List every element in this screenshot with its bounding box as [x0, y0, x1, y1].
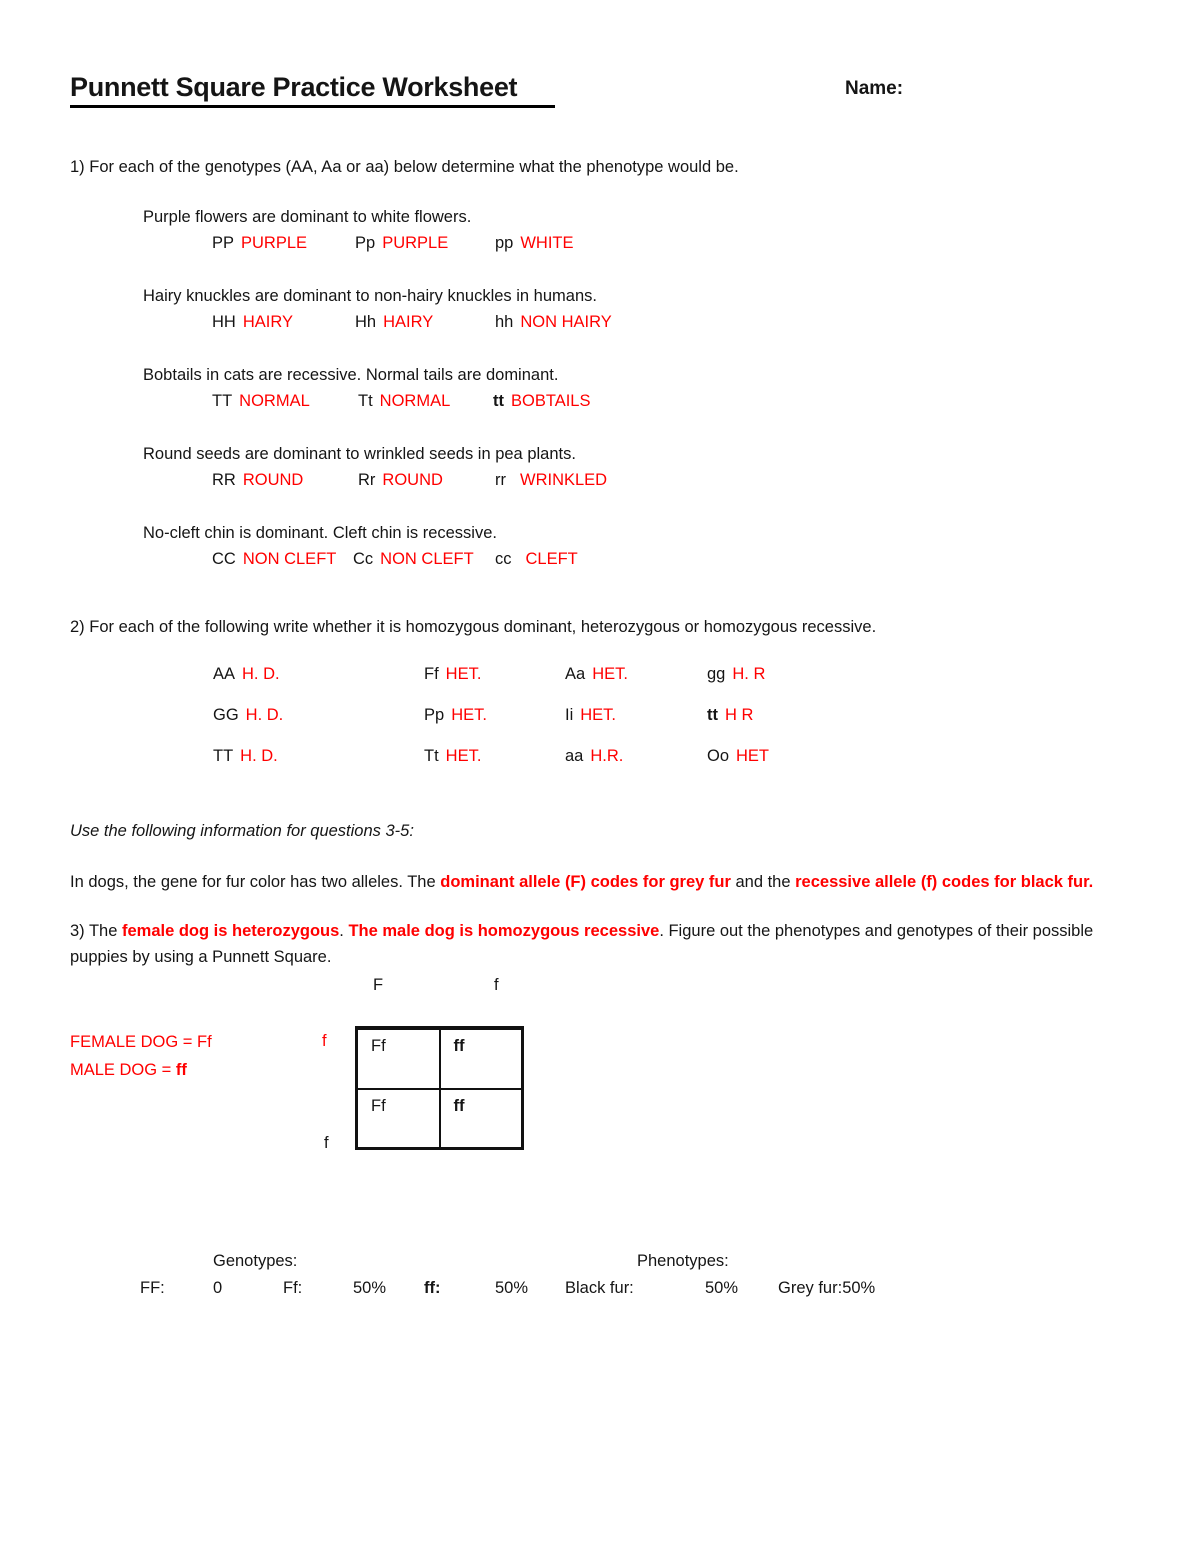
phenotype-answer: PURPLE: [241, 234, 308, 252]
q1-item-desc: No-cleft chin is dominant. Cleft chin is recessive.: [143, 524, 497, 542]
genotype: tt: [707, 706, 718, 724]
genotype: Aa: [565, 665, 586, 683]
Ff-value: 50%: [353, 1279, 387, 1297]
q3-text: 3) The: [70, 922, 122, 940]
dominant-allele-text: dominant allele (F) codes for grey fur: [440, 873, 731, 891]
zygosity-answer: H. D.: [240, 747, 278, 765]
q2-cell: [565, 747, 623, 766]
genotype: TT: [213, 747, 234, 765]
name-label: Name:: [845, 78, 904, 99]
Ff-label: Ff:: [283, 1279, 303, 1297]
phenotypes-header: Phenotypes:: [637, 1252, 729, 1270]
zygosity-answer: H.R.: [590, 747, 624, 765]
punnett-col-header-f: f: [494, 976, 499, 994]
genotype-answer: [355, 234, 448, 253]
genotype: RR: [212, 471, 236, 489]
genotype: rr: [495, 471, 506, 489]
genotype: Tt: [358, 392, 373, 410]
q2-grid: [70, 653, 1130, 776]
male-dog-text: The male dog is homozygous recessive: [348, 922, 660, 940]
q1-answer-row: [70, 392, 1130, 414]
genotype: CC: [212, 550, 236, 568]
q1-answer-row: [70, 550, 1130, 572]
genotype-answer: [495, 471, 607, 490]
genotype: aa: [565, 747, 584, 765]
q2-cell: [707, 747, 769, 766]
q1-item-hairy-knuckles: [70, 287, 1130, 335]
phenotype-answer: ROUND: [382, 471, 443, 489]
male-dog-genotype: ff: [175, 1061, 187, 1079]
q3-text: . Figure out the phenotypes and genotypes of their possible puppies by using a Punnett Square.: [70, 922, 1094, 966]
q2-cell: [213, 706, 283, 725]
genotype: pp: [495, 234, 514, 252]
recessive-allele-text: recessive allele (f) codes for black fur.: [795, 873, 1094, 891]
phenotype-answer: NON CLEFT: [380, 550, 474, 568]
ff-label: ff:: [424, 1279, 441, 1297]
genotype: HH: [212, 313, 236, 331]
zygosity-answer: HET.: [580, 706, 617, 724]
q2-cell: [707, 706, 753, 725]
phenotype-answer: CLEFT: [525, 550, 578, 568]
phenotype-answer: HAIRY: [242, 313, 293, 331]
genotype-answer: [495, 313, 612, 332]
genotype: Pp: [355, 234, 376, 252]
genotype-answer: [212, 234, 307, 253]
genotype: TT: [212, 392, 233, 410]
q1-item-desc: Hairy knuckles are dominant to non-hairy knuckles in humans.: [143, 287, 597, 305]
grey-fur-value: 50%: [842, 1279, 876, 1297]
genotype-answer: [212, 471, 303, 490]
phenotype-answer: HAIRY: [383, 313, 434, 331]
q2-cell: [213, 665, 280, 684]
FF-label: FF:: [140, 1279, 165, 1297]
info-paragraph: [70, 869, 1130, 895]
q2-cell: [424, 665, 481, 684]
q1-item-desc: Purple flowers are dominant to white flowers.: [143, 208, 472, 226]
phenotype-answer: WRINKLED: [520, 471, 608, 489]
genotype: GG: [213, 706, 239, 724]
genotype: Ii: [565, 706, 574, 724]
ff-value: 50%: [495, 1279, 529, 1297]
q2-cell: [707, 665, 765, 684]
grey-fur-label: Grey fur:: [778, 1279, 843, 1297]
zygosity-answer: H. D.: [242, 665, 280, 683]
genotype: cc: [495, 550, 512, 568]
punnett-row-label-bottom: f: [324, 1134, 329, 1152]
q3-text: .: [339, 922, 349, 940]
genotype-answer: [495, 550, 578, 569]
genotype: Pp: [424, 706, 445, 724]
q2-cell: [424, 706, 487, 725]
black-fur-label: Black fur:: [565, 1279, 634, 1297]
genotype: PP: [212, 234, 235, 252]
genotype: Oo: [707, 747, 730, 765]
genotype: Tt: [424, 747, 439, 765]
q1-item-purple-flowers: [70, 208, 1130, 256]
phenotype-answer: NORMAL: [239, 392, 310, 410]
genotype: hh: [495, 313, 514, 331]
q2-prompt: 2) For each of the following write whether it is homozygous dominant, heterozygous or homozygous recessive.: [70, 618, 877, 636]
info-text: and the: [730, 873, 796, 891]
punnett-col-header-F: F: [373, 976, 384, 994]
genotype-answer: [358, 392, 450, 411]
phenotype-answer: NON HAIRY: [520, 313, 612, 331]
q1-answer-row: [70, 471, 1130, 493]
q2-cell: [565, 665, 628, 684]
punnett-cell: ff: [440, 1089, 523, 1149]
q1-prompt: 1) For each of the genotypes (AA, Aa or aa) below determine what the phenotype would be.: [70, 158, 739, 176]
grey-fur-result: [778, 1279, 875, 1298]
genotype-answer: [353, 550, 474, 569]
q2-cell: [565, 706, 616, 725]
female-dog-text: female dog is heterozygous: [121, 922, 340, 940]
genotype-answer: [358, 471, 443, 490]
genotype: Cc: [353, 550, 374, 568]
zygosity-answer: HET: [736, 747, 770, 765]
genotype-answer: [212, 313, 293, 332]
genotype: Hh: [355, 313, 377, 331]
phenotype-answer: NON CLEFT: [242, 550, 337, 568]
q1-item-cleft-chin: [70, 524, 1130, 572]
zygosity-answer: HET.: [451, 706, 487, 724]
punnett-square-grid: [355, 1026, 524, 1150]
male-dog-label-text: MALE DOG =: [70, 1061, 176, 1079]
zygosity-answer: HET.: [445, 747, 482, 765]
female-dog-label: FEMALE DOG = Ff: [70, 1033, 212, 1051]
q2-cell: [213, 747, 278, 766]
zygosity-answer: H R: [725, 706, 754, 724]
genotype-answer: [493, 392, 590, 411]
q2-row: [70, 735, 1130, 776]
q1-item-desc: Round seeds are dominant to wrinkled seeds in pea plants.: [143, 445, 576, 463]
zygosity-answer: HET.: [445, 665, 482, 683]
q1-item-round-seeds: [70, 445, 1130, 493]
header: [70, 72, 1130, 116]
parent-genotype-labels: [70, 1028, 212, 1084]
page-title: Punnett Square Practice Worksheet: [70, 72, 555, 108]
black-fur-value: 50%: [705, 1279, 739, 1297]
info-text: In dogs, the gene for fur color has two alleles. The: [70, 873, 441, 891]
info-note: Use the following information for questions 3-5:: [70, 822, 414, 840]
phenotype-answer: BOBTAILS: [511, 392, 591, 410]
phenotype-answer: WHITE: [520, 234, 574, 252]
genotype-answer: [212, 392, 310, 411]
zygosity-answer: H. R: [732, 665, 766, 683]
q3-prompt: [70, 918, 1130, 970]
genotype: AA: [213, 665, 236, 683]
genotype: tt: [493, 392, 504, 410]
q1-item-desc: Bobtails in cats are recessive. Normal tails are dominant.: [143, 366, 559, 384]
genotype: gg: [707, 665, 726, 683]
phenotype-answer: NORMAL: [379, 392, 451, 410]
q2-cell: [424, 747, 481, 766]
zygosity-answer: H. D.: [245, 706, 284, 724]
male-dog-label: [70, 1056, 212, 1084]
punnett-cell: ff: [440, 1029, 523, 1089]
punnett-cell: Ff: [357, 1029, 440, 1089]
punnett-row-label-top: f: [322, 1032, 327, 1050]
q1-answer-row: [70, 234, 1130, 256]
q1-item-bobtails: [70, 366, 1130, 414]
FF-value: 0: [213, 1279, 223, 1297]
zygosity-answer: HET.: [592, 665, 628, 683]
genotypes-header: Genotypes:: [213, 1252, 298, 1270]
genotype: Rr: [358, 471, 376, 489]
results-section: [70, 1252, 1130, 1322]
genotype: Ff: [424, 665, 439, 683]
genotype-answer: [495, 234, 574, 253]
punnett-cell: Ff: [357, 1089, 440, 1149]
phenotype-answer: PURPLE: [382, 234, 449, 252]
q2-row: [70, 653, 1130, 694]
punnett-square-section: [70, 976, 1130, 1238]
q1-answer-row: [70, 313, 1130, 335]
phenotype-answer: ROUND: [242, 471, 304, 489]
genotype-answer: [212, 550, 336, 569]
q2-row: [70, 694, 1130, 735]
genotype-answer: [355, 313, 433, 332]
